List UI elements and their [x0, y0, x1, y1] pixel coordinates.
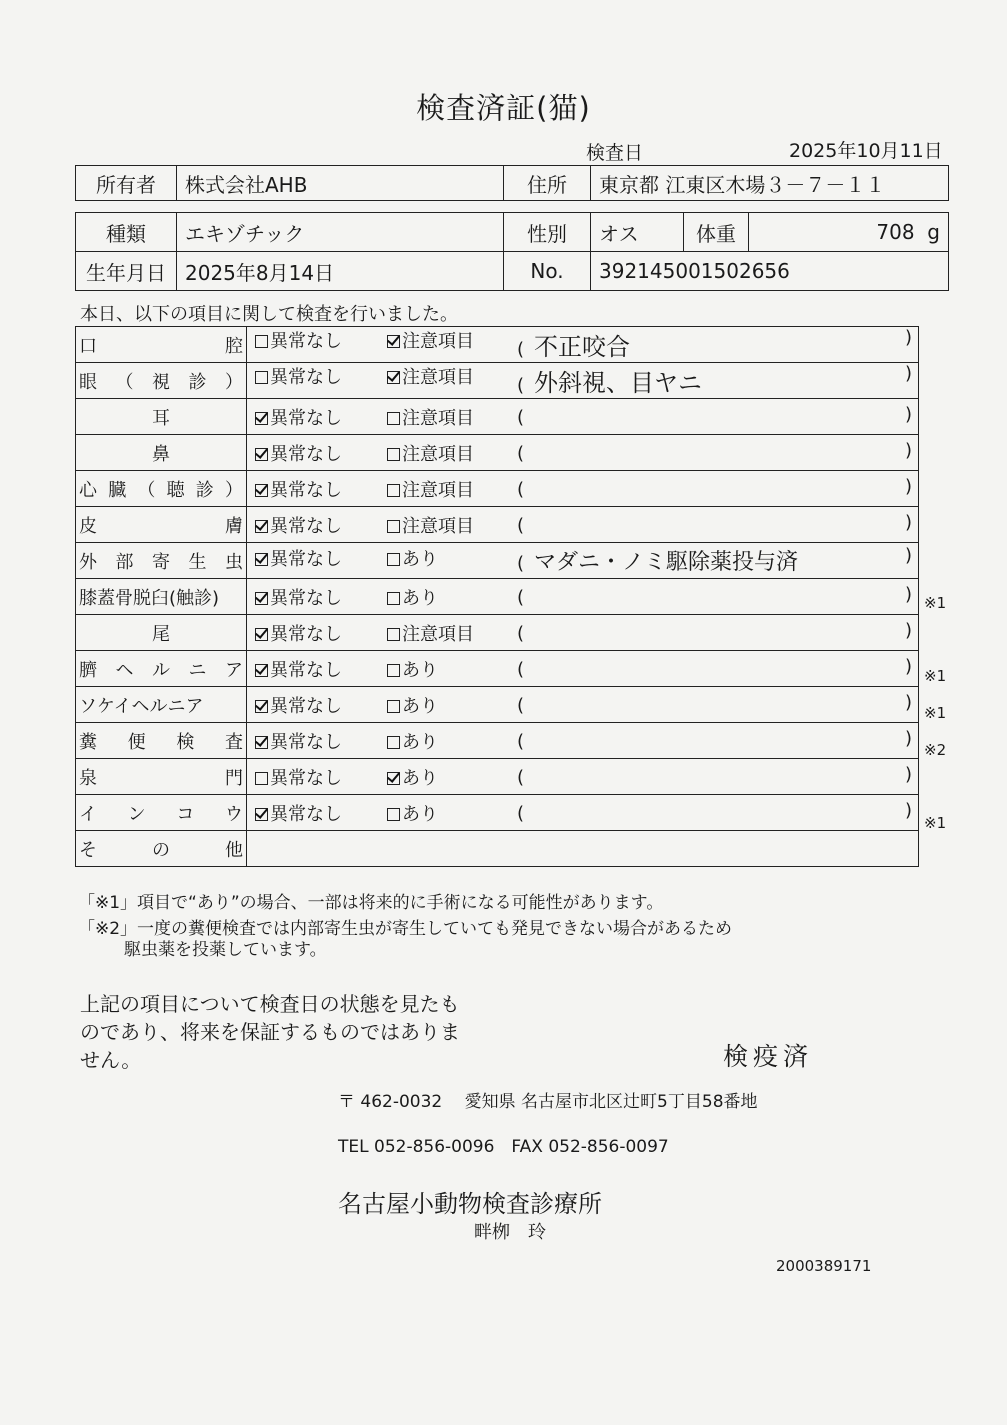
exam-note: ( ) [517, 439, 912, 464]
birth-label: 生年月日 [76, 252, 177, 291]
exam-row [76, 327, 919, 363]
checkbox-checked[interactable] [255, 412, 268, 425]
exam-item-text: 臍 ヘ ル ニ ア [79, 659, 243, 681]
checkbox-checked[interactable] [255, 484, 268, 497]
exam-note: ( 外斜視、目ヤニ ) [517, 363, 912, 397]
checkbox-unchecked[interactable] [387, 520, 400, 533]
checkbox-checked[interactable] [255, 700, 268, 713]
checkbox-checked[interactable] [387, 371, 400, 384]
exam-item-label [76, 759, 247, 795]
exam-item-label [76, 471, 247, 507]
option-label: 異常なし [270, 367, 342, 388]
checkbox-checked[interactable] [387, 772, 400, 785]
option-label: あり [402, 587, 438, 609]
disclaimer: 上記の項目について検査日の状態を見たものであり、将来を保証するものではありません。 [80, 992, 460, 1072]
address-value: 東京都 江東区木場３－７－１１ [591, 166, 949, 201]
exam-item-text: 耳 [152, 407, 170, 429]
exam-note-text: マダニ・ノミ駆除薬投与済 [534, 550, 799, 575]
option-label: 異常なし [270, 803, 342, 825]
exam-date-value: 2025年10月11日 [789, 140, 943, 162]
exam-item-label [76, 507, 247, 543]
exam-item-text: 皮 膚 [79, 515, 243, 537]
other-label [76, 831, 247, 867]
exam-note-text: 外斜視、目ヤニ [534, 369, 703, 397]
exam-date-label: 検査日 [586, 142, 644, 164]
no-value: 392145001502656 [591, 252, 949, 291]
checkbox-checked[interactable] [255, 664, 268, 677]
exam-note: ( ) [517, 619, 912, 644]
exam-options [247, 507, 919, 543]
option-label: 異常なし [270, 443, 342, 465]
weight-value: 708 [876, 220, 915, 244]
exam-note: ( ) [517, 403, 912, 428]
exam-row [76, 435, 919, 471]
exam-row [76, 795, 919, 831]
weight-unit: g [927, 220, 940, 244]
checkbox-checked[interactable] [255, 628, 268, 641]
footnote-mark: ※2 [924, 740, 947, 759]
exam-options [247, 795, 919, 831]
exam-item-label [76, 435, 247, 471]
breed-value: エキゾチック [177, 213, 504, 252]
exam-options [247, 543, 919, 579]
option-label: 注意項目 [402, 407, 474, 429]
footnote-2: 「※2」一度の糞便検査では内部寄生虫が寄生していても発見できない場合があるため [78, 919, 733, 939]
checkbox-checked[interactable] [255, 736, 268, 749]
checkbox-unchecked[interactable] [387, 592, 400, 605]
checkbox-checked[interactable] [255, 808, 268, 821]
weight-cell [749, 213, 949, 252]
option-label: 注意項目 [402, 331, 474, 352]
option-label: 異常なし [270, 659, 342, 681]
exam-item-label [76, 615, 247, 651]
exam-row [76, 615, 919, 651]
owner-value: 株式会社AHB [177, 166, 504, 201]
exam-options [247, 651, 919, 687]
checkbox-checked[interactable] [255, 448, 268, 461]
exam-item-label [76, 795, 247, 831]
exam-row [76, 363, 919, 399]
owner-table [75, 165, 949, 201]
checkbox-unchecked[interactable] [255, 335, 268, 348]
checkbox-unchecked[interactable] [387, 628, 400, 641]
other-value [247, 831, 919, 867]
checkbox-checked[interactable] [255, 592, 268, 605]
footnote-mark: ※1 [924, 814, 947, 833]
exam-row [76, 579, 919, 615]
exam-note: ( ) [517, 583, 912, 608]
exam-row [76, 759, 919, 795]
owner-label: 所有者 [76, 166, 177, 201]
intro-text: 本日、以下の項目に関して検査を行いました。 [80, 304, 458, 325]
exam-options [247, 579, 919, 615]
checkbox-unchecked[interactable] [387, 553, 400, 566]
option-label: 異常なし [270, 479, 342, 501]
option-label: 注意項目 [402, 515, 474, 537]
quarantine-stamp: 検疫済 [723, 1042, 814, 1071]
exam-note: ( ) [517, 763, 912, 788]
breed-label: 種類 [76, 213, 177, 252]
exam-note-text: 不正咬合 [534, 333, 631, 361]
exam-row [76, 687, 919, 723]
clinic-address: 〒 462-0032 愛知県 名古屋市北区辻町5丁目58番地 [338, 1092, 758, 1112]
exam-options [247, 435, 919, 471]
exam-options [247, 471, 919, 507]
checkbox-unchecked[interactable] [387, 736, 400, 749]
footnote-mark: ※1 [924, 593, 947, 612]
option-label: 異常なし [270, 407, 342, 429]
exam-row-other [76, 831, 919, 867]
option-label: 注意項目 [402, 623, 474, 645]
exam-item-text: 尾 [152, 623, 170, 645]
option-label: 注意項目 [402, 443, 474, 465]
exam-options [247, 615, 919, 651]
address-label: 住所 [504, 166, 591, 201]
checkbox-unchecked[interactable] [387, 664, 400, 677]
sex-label: 性別 [504, 213, 591, 252]
option-label: 異常なし [270, 695, 342, 717]
exam-note: ( ) [517, 727, 912, 752]
exam-options [247, 723, 919, 759]
option-label: あり [402, 767, 438, 789]
exam-item-text: 泉 門 [79, 767, 243, 789]
option-label: 注意項目 [402, 479, 474, 501]
checkbox-unchecked[interactable] [387, 412, 400, 425]
exam-item-label [76, 399, 247, 435]
exam-options [247, 687, 919, 723]
option-label: 異常なし [270, 549, 342, 570]
exam-row [76, 723, 919, 759]
serial-number: 2000389171 [776, 1257, 872, 1275]
footnote-2-cont: 駆虫薬を投薬しています。 [124, 940, 327, 960]
doctor-name: 畔栁 玲 [474, 1222, 546, 1243]
option-label: 異常なし [270, 623, 342, 645]
exam-item-label [76, 651, 247, 687]
clinic-name: 名古屋小動物検査診療所 [338, 1190, 602, 1218]
option-label: あり [402, 731, 438, 753]
exam-item-text: 口 腔 [79, 335, 243, 357]
document-title: 検査済証(猫) [416, 91, 591, 125]
exam-note: ( ) [517, 799, 912, 824]
checkbox-unchecked[interactable] [387, 700, 400, 713]
checkbox-unchecked[interactable] [387, 448, 400, 461]
checkbox-checked[interactable] [255, 553, 268, 566]
option-label: 異常なし [270, 515, 342, 537]
exam-options [247, 363, 919, 399]
footnote-mark: ※1 [924, 704, 947, 722]
exam-item-label [76, 687, 247, 723]
exam-row [76, 399, 919, 435]
exam-note: ( 不正咬合 ) [517, 327, 912, 361]
option-label: 異常なし [270, 331, 342, 352]
exam-options [247, 327, 919, 363]
clinic-phone: TEL 052-856-0096 FAX 052-856-0097 [338, 1137, 669, 1157]
option-label: 注意項目 [402, 367, 474, 388]
animal-table [75, 212, 949, 291]
option-label: あり [402, 659, 438, 681]
exam-item-text: 眼 （ 視 診 ） [79, 371, 243, 393]
footnote-mark: ※1 [924, 667, 947, 686]
checkbox-unchecked[interactable] [255, 371, 268, 384]
exam-item-label [76, 723, 247, 759]
option-label: あり [402, 549, 438, 570]
footnote-1: 「※1」項目で“あり”の場合、一部は将来的に手術になる可能性があります。 [78, 893, 664, 913]
option-label: 異常なし [270, 767, 342, 789]
exam-note: ( ) [517, 475, 912, 500]
exam-item-label [76, 543, 247, 579]
exam-row [76, 651, 919, 687]
sex-value: オス [591, 213, 684, 252]
option-label: 異常なし [270, 587, 342, 609]
exam-item-text: イ ン コ ウ [79, 803, 243, 825]
exam-row [76, 471, 919, 507]
exam-options [247, 399, 919, 435]
no-label: No. [504, 252, 591, 291]
checkbox-checked[interactable] [387, 335, 400, 348]
exam-note: ( ) [517, 691, 912, 716]
exam-item-label [76, 579, 247, 615]
option-label: 異常なし [270, 731, 342, 753]
exam-note: ( ) [517, 511, 912, 536]
exam-item-label [76, 363, 247, 399]
checkbox-checked[interactable] [255, 520, 268, 533]
exam-row [76, 507, 919, 543]
checkbox-unchecked[interactable] [387, 808, 400, 821]
exam-note: ( マダニ・ノミ駆除薬投与済 ) [517, 545, 912, 575]
other-label-text: そ の 他 [79, 839, 243, 861]
exam-item-text: ソケイヘルニア [79, 695, 204, 717]
exam-item-text: 鼻 [152, 443, 170, 465]
checkbox-unchecked[interactable] [387, 484, 400, 497]
exam-item-text: 膝蓋骨脱臼(触診) [79, 587, 220, 609]
exam-options [247, 759, 919, 795]
exam-table [75, 326, 919, 867]
exam-row [76, 543, 919, 579]
birth-value: 2025年8月14日 [177, 252, 504, 291]
option-label: あり [402, 803, 438, 825]
exam-item-text: 心 臓 （ 聴 診 ） [79, 479, 243, 501]
exam-note: ( ) [517, 655, 912, 680]
checkbox-unchecked[interactable] [255, 772, 268, 785]
exam-item-label [76, 327, 247, 363]
weight-label: 体重 [684, 213, 749, 252]
exam-item-text: 糞 便 検 査 [79, 731, 243, 753]
option-label: あり [402, 695, 438, 717]
exam-item-text: 外 部 寄 生 虫 [79, 551, 243, 573]
